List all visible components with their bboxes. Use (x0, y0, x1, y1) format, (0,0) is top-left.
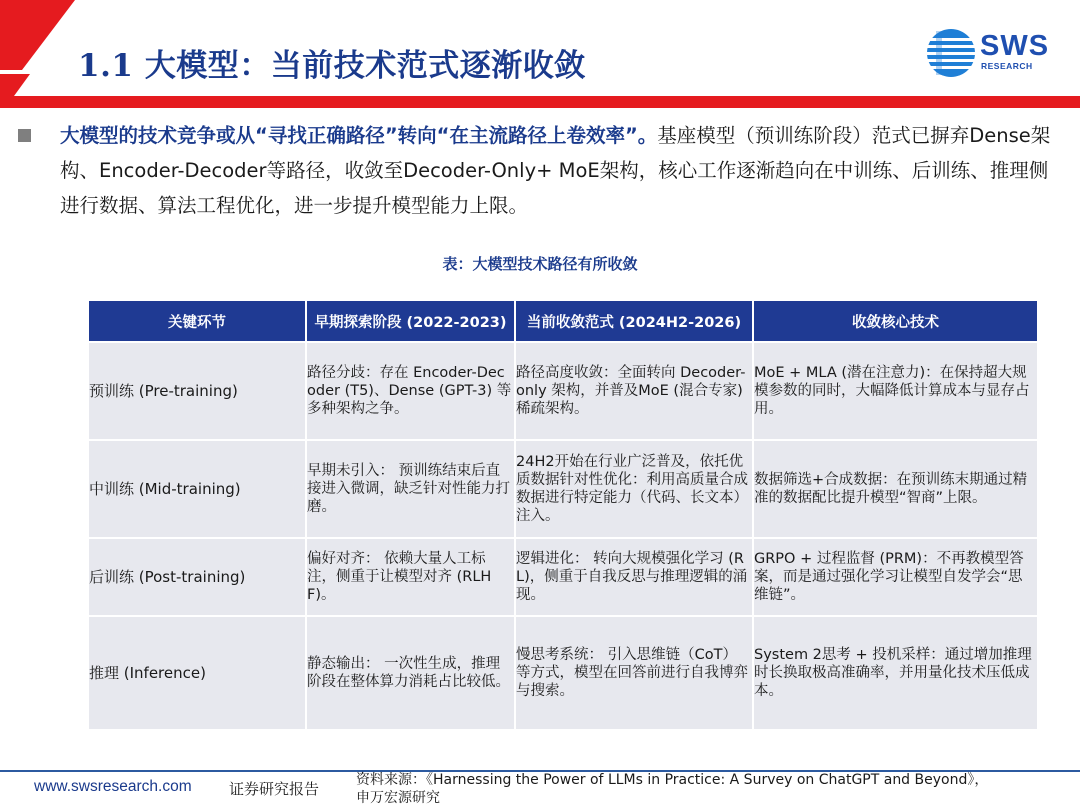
core-tech-cell: 数据筛选+合成数据：在预训练末期通过精准的数据配比提升模型“智商”上限。 (753, 440, 1037, 538)
current-cell: 慢思考系统： 引入思维链（CoT）等方式，模型在回答前进行自我博弈与搜索。 (515, 616, 753, 729)
core-tech-cell: GRPO + 过程监督 (PRM)：不再教模型答案，而是通过强化学习让模型自发学会“思维链”。 (753, 538, 1037, 616)
early-cell: 静态输出： 一次性生成，推理阶段在整体算力消耗占比较低。 (306, 616, 515, 729)
table-header-row (89, 301, 1037, 342)
table-row (89, 538, 1037, 616)
table-header-cell: 当前收敛范式 (2024H2-2026) (515, 301, 753, 342)
table-header-cell: 关键环节 (89, 301, 306, 342)
convergence-table (89, 301, 1037, 729)
early-cell: 偏好对齐： 依赖大量人工标注，侧重于让模型对齐 (RLHF)。 (306, 538, 515, 616)
table-row (89, 342, 1037, 440)
logo-globe-icon (924, 26, 978, 80)
page-title: 1.1 大模型：当前技术范式逐渐收敛 (78, 48, 586, 84)
summary-body: 基座模型（预训练阶段）范式已摒弃Dense架构、Encoder-Decoder等路径，收敛至Decoder-Only+ MoE架构，核心工作逐渐趋向在中训练、后训练、推理侧进行数据、算法工程优化，进一步提升模型能力上限。 (60, 124, 1051, 217)
footer-source-note: 资料来源：《Harnessing the Power of LLMs in Practice: A Survey on ChatGPT and Beyond》，申万宏源研究 (356, 772, 989, 806)
current-cell: 24H2开始在行业广泛普及，依托优质数据针对性优化：利用高质量合成数据进行特定能力（代码、长文本）注入。 (515, 440, 753, 538)
stage-cell: 推理 (Inference) (89, 616, 306, 729)
logo-text: SWS (980, 30, 1050, 62)
table-row (89, 616, 1037, 729)
stage-cell: 中训练 (Mid-training) (89, 440, 306, 538)
summary-lead: 大模型的技术竞争或从“寻找正确路径”转向“在主流路径上卷效率”。 (60, 124, 658, 147)
footer-website-link[interactable]: www.swsresearch.com (34, 778, 192, 795)
bullet-square-icon (18, 129, 31, 142)
early-cell: 路径分歧：存在 Encoder-Decoder (T5)、Dense (GPT-3) 等多种架构之争。 (306, 342, 515, 440)
table-header-cell: 收敛核心技术 (753, 301, 1037, 342)
summary-paragraph (60, 118, 1065, 223)
stage-cell: 预训练 (Pre-training) (89, 342, 306, 440)
core-tech-cell: System 2思考 + 投机采样：通过增加推理时长换取极高准确率，并用量化技术压低成本。 (753, 616, 1037, 729)
table-row (89, 440, 1037, 538)
core-tech-cell: MoE + MLA (潜在注意力)：在保持超大规模参数的同时，大幅降低计算成本与显存占用。 (753, 342, 1037, 440)
footer-report-label: 证券研究报告 (229, 780, 320, 798)
table-header-cell: 早期探索阶段 (2022-2023) (306, 301, 515, 342)
logo-subtext: RESEARCH (981, 61, 1033, 71)
current-cell: 路径高度收敛：全面转向 Decoder-only 架构，并普及MoE (混合专家) 稀疏架构。 (515, 342, 753, 440)
sws-logo (924, 26, 1059, 82)
current-cell: 逻辑进化： 转向大规模强化学习 (RL)，侧重于自我反思与推理逻辑的涌现。 (515, 538, 753, 616)
stage-cell: 后训练 (Post-training) (89, 538, 306, 616)
early-cell: 早期未引入： 预训练结束后直接进入微调，缺乏针对性能力打磨。 (306, 440, 515, 538)
header-divider-bar (0, 96, 1080, 108)
table-caption: 表：大模型技术路径有所收敛 (442, 255, 638, 273)
